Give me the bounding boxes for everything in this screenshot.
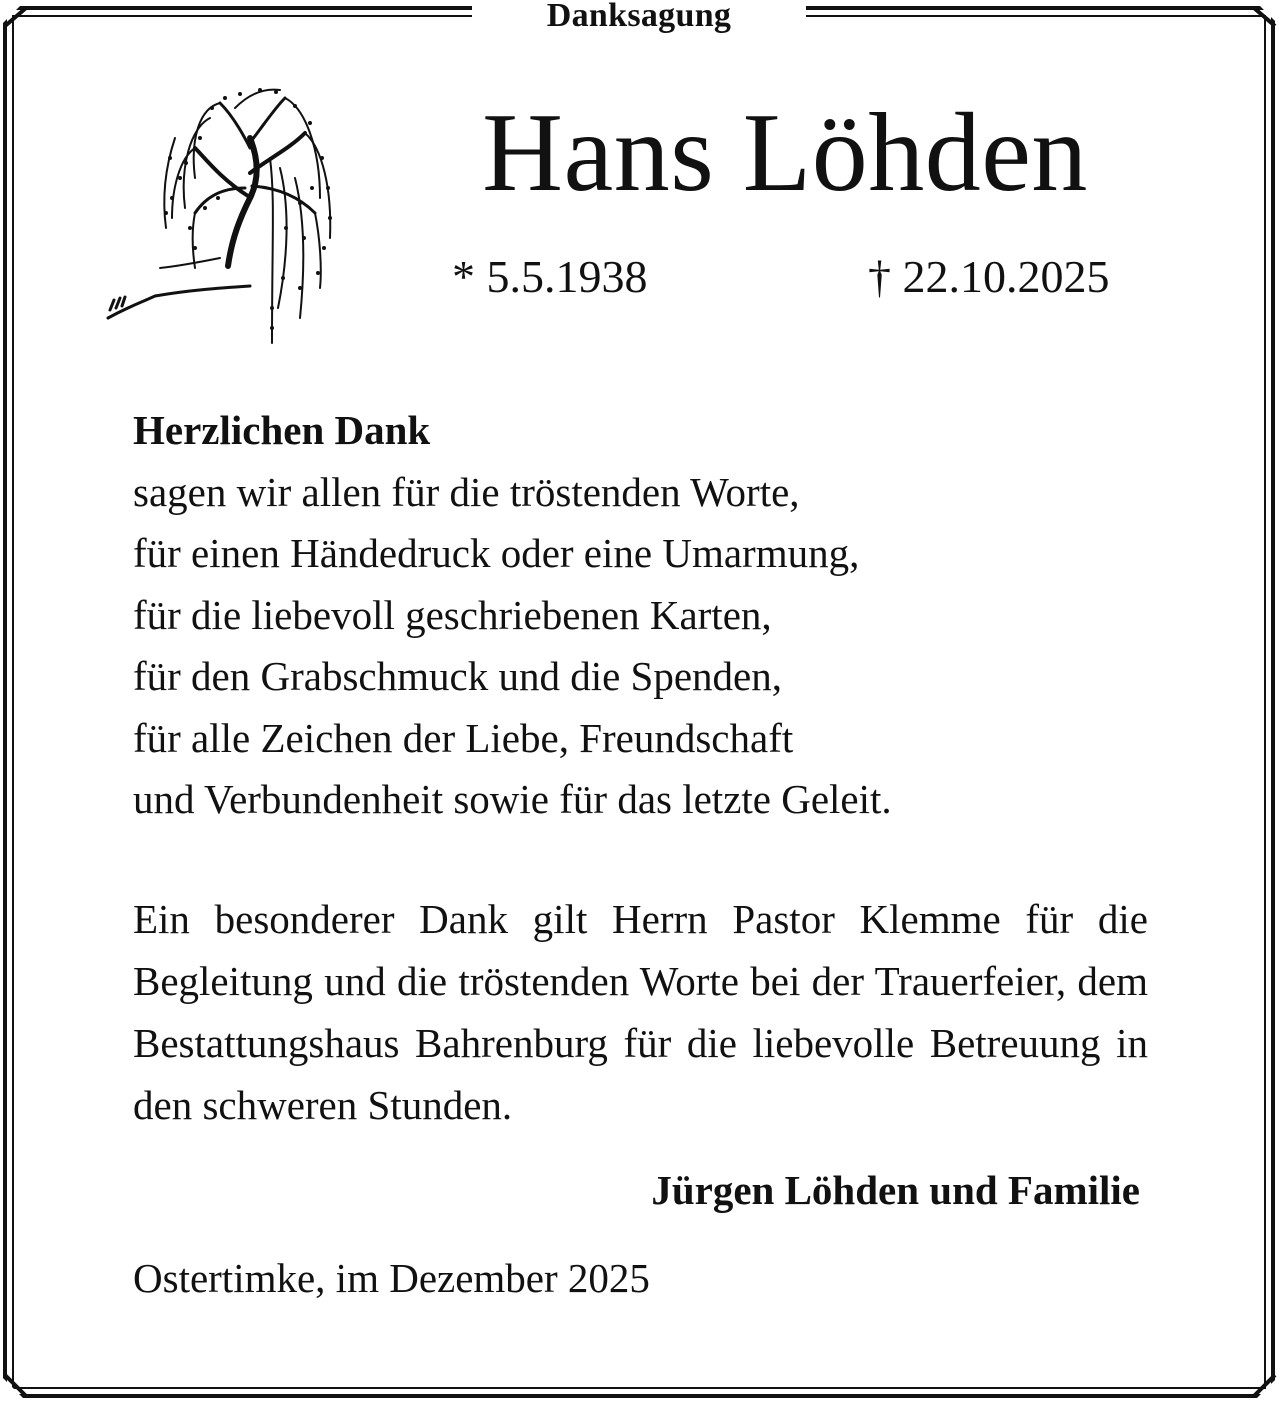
thanks-title: Herzlichen Dank — [133, 407, 431, 453]
signature: Jürgen Löhden und Familie — [651, 1167, 1140, 1213]
deceased-name: Hans Löhden — [482, 91, 1088, 215]
death-date: † 22.10.2025 — [868, 251, 1110, 302]
thanks-line: für alle Zeichen der Liebe, Freundschaft — [133, 714, 794, 761]
thanks-line: für den Grabschmuck und die Spenden, — [133, 653, 782, 699]
thanks-line: für einen Händedruck oder eine Umarmung, — [133, 530, 860, 576]
place-date: Ostertimke, im Dezember 2025 — [133, 1255, 650, 1301]
weeping-willow-icon — [100, 78, 360, 358]
thanks-line: sagen wir allen für die tröstenden Worte, — [133, 468, 800, 515]
special-thanks-paragraph: Ein besonderer Dank gilt Herrn Pastor Klemme für die Begleitung und die tröstenden Worte bei der Trauerfeier, dem Bestattungshaus Bahrenburg für die liebevolle Betreuung in den schweren Stunden. — [133, 896, 1148, 1128]
thanks-paragraph — [133, 400, 1148, 831]
birth-date: * 5.5.1938 — [452, 251, 648, 302]
thanks-line: und Verbundenheit sowie für das letzte Geleit. — [133, 776, 892, 822]
thanks-line: für die liebevoll geschriebenen Karten, — [133, 591, 772, 638]
heading: Danksagung — [546, 0, 732, 34]
